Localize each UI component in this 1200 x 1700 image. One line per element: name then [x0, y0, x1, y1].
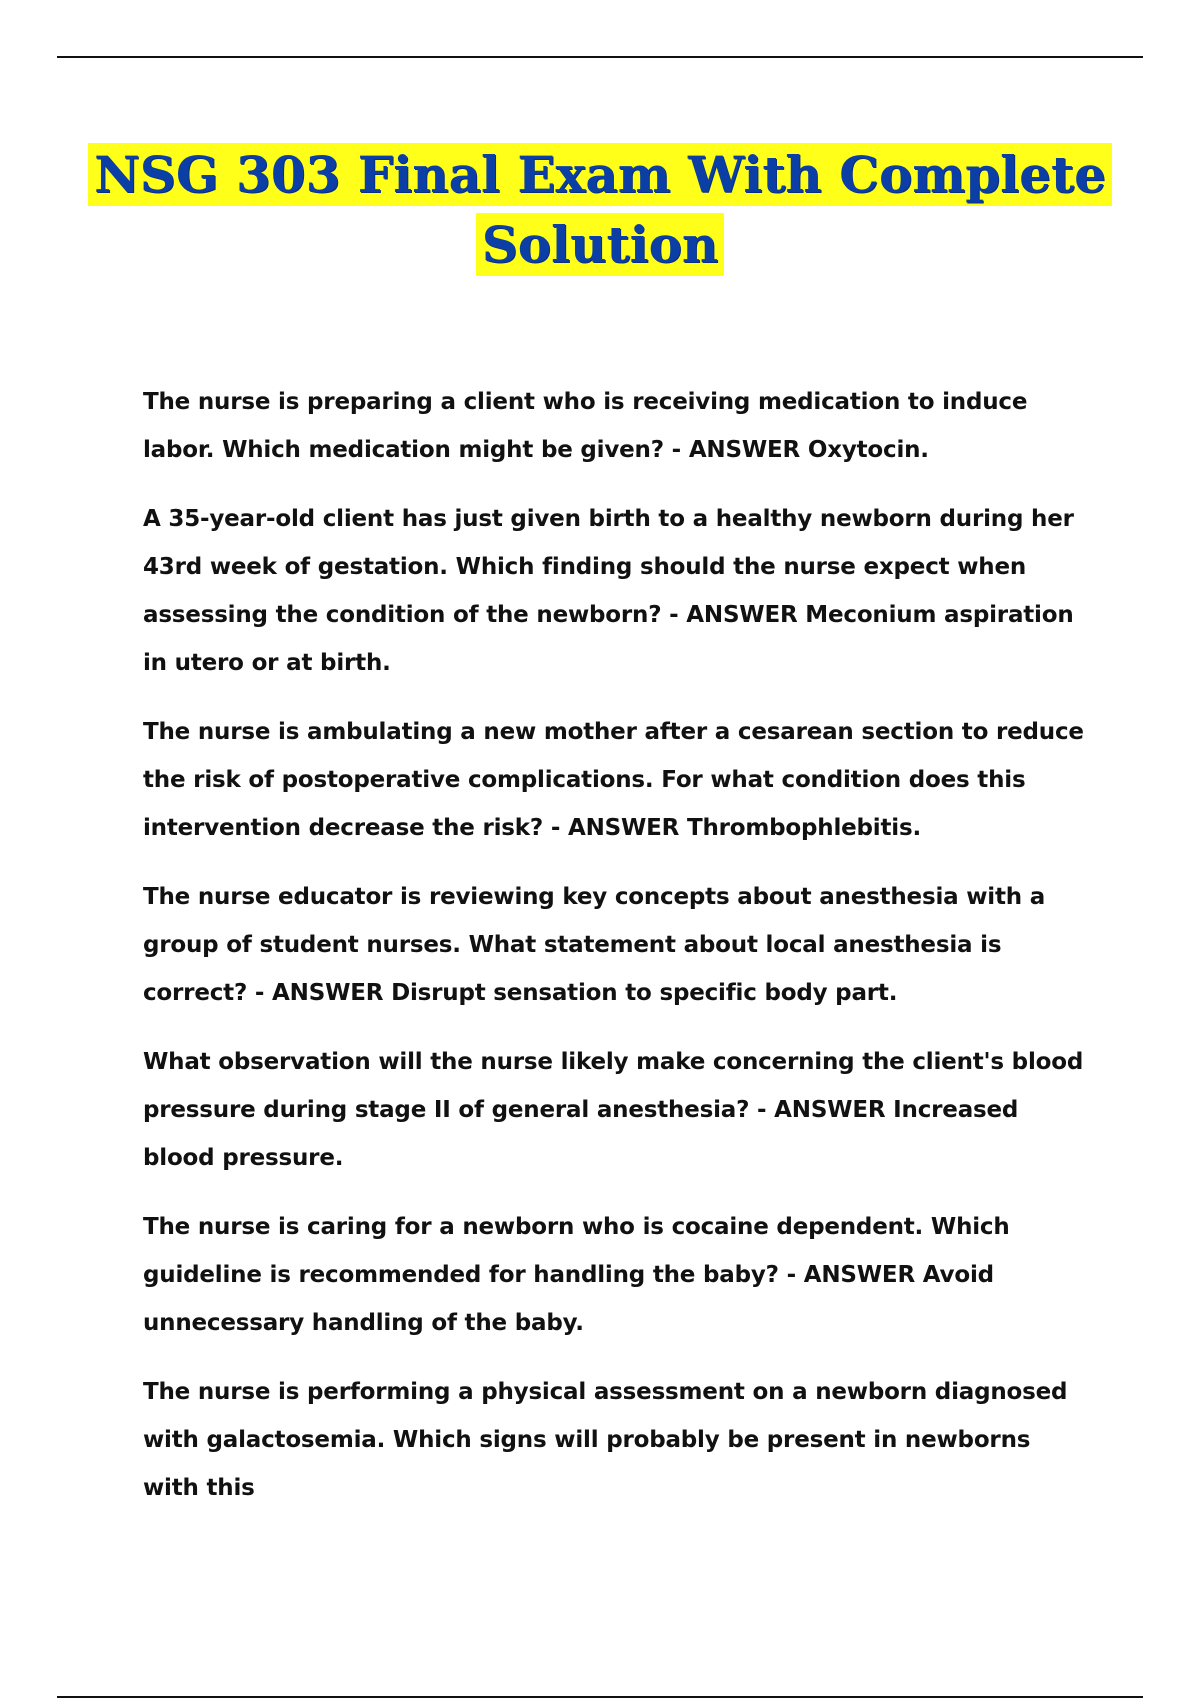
qa-item: The nurse is caring for a newborn who is cocaine dependent. Which guideline is recommended for handling the baby? - ANSWER Avoid unnecessary handling of the baby. — [143, 1214, 1010, 1336]
document-title — [0, 140, 1200, 280]
qa-item: A 35-year-old client has just given birth to a healthy newborn during her 43rd week of gestation. Which finding should the nurse expect when assessing the condition of the newborn? - ANSWER Meconium aspiration in utero or at birth. — [143, 506, 1074, 676]
qa-item: The nurse is ambulating a new mother after a cesarean section to reduce the risk of postoperative complications. For what condition does this intervention decrease the risk? - ANSWER Thrombophlebitis. — [143, 719, 1084, 841]
qa-item: The nurse educator is reviewing key concepts about anesthesia with a group of student nurses. What statement about local anesthesia is correct? - ANSWER Disrupt sensation to specific body part. — [143, 884, 1046, 1006]
qa-item: The nurse is performing a physical assessment on a newborn diagnosed with galactosemia. Which signs will probably be present in newborns with this — [143, 1379, 1068, 1501]
header-rule — [57, 56, 1143, 58]
qa-item: What observation will the nurse likely make concerning the client's blood pressure during stage II of general anesthesia? - ANSWER Increased blood pressure. — [143, 1049, 1084, 1171]
qa-list — [143, 378, 1093, 1533]
qa-item: The nurse is preparing a client who is receiving medication to induce labor. Which medication might be given? - ANSWER Oxytocin. — [143, 389, 1028, 463]
document-title-text: NSG 303 Final Exam With Complete Solution — [88, 143, 1112, 276]
footer-rule — [57, 1696, 1143, 1698]
